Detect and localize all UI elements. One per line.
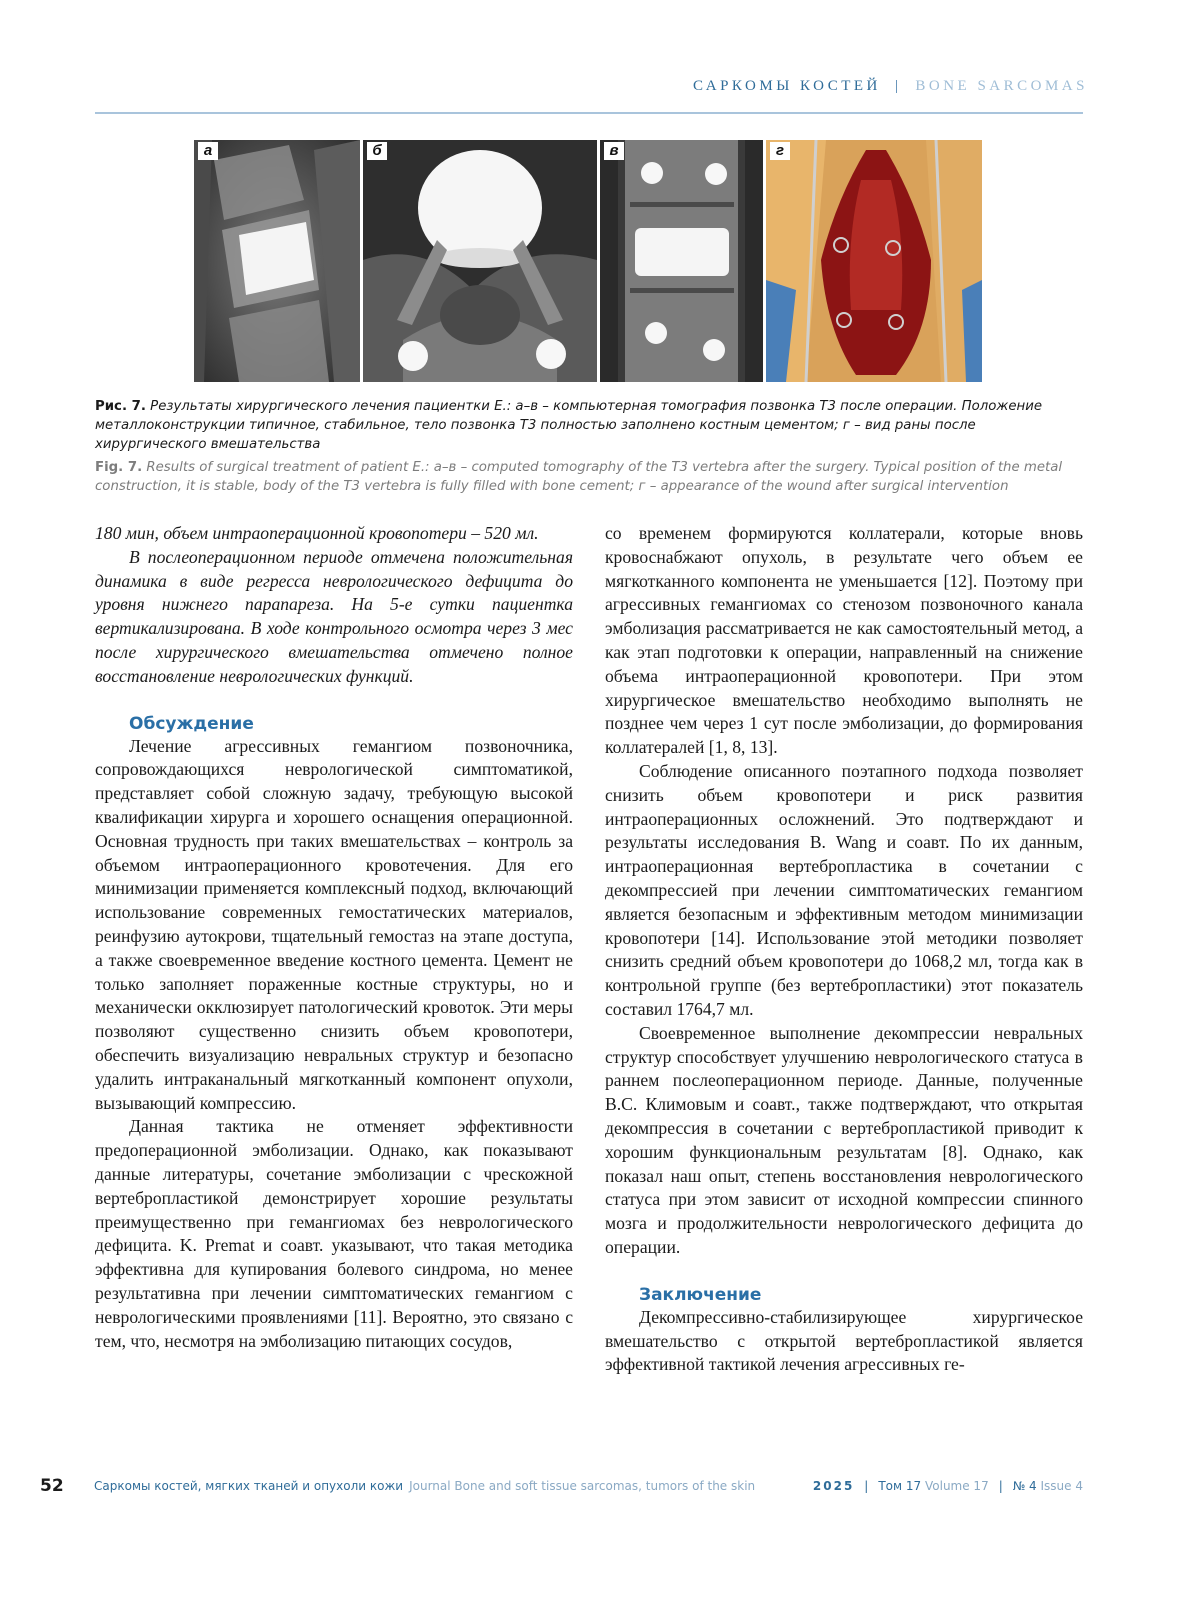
page-number: 52 (40, 1476, 64, 1496)
paragraph: В послеоперационном периоде отмечена положительная динамика в виде регресса неврологического дефицита до уровня нижнего парапареза. На 5-е сутки пациентка вертикализирована. В ходе контрольного осмотра через 3 мес после хирургического вмешательства отмечено полное восстановление неврологических функций. (95, 546, 573, 686)
caption-en-text: Results of surgical treatment of patient E.: а–в – computed tomography of the T3 vertebra after the surgery. Typical position of the metal construction, it is stable, body of the T3 vertebra is fully filled with bone cement; г – appearance of the wound after surgical intervention (95, 460, 1063, 494)
issue-separator: | (998, 1479, 1003, 1493)
journal-title-ru: Саркомы костей, мягких тканей и опухоли кожи (94, 1479, 404, 1493)
figure-caption-en (95, 458, 1085, 496)
journal-title (94, 1475, 755, 1497)
surgical-wound-photo (766, 140, 982, 382)
header-rule (95, 112, 1083, 114)
caption-ru-text: Результаты хирургического лечения пациентки Е.: а–в – компьютерная томография позвонка Т3 после операции. Положение металлоконструкции типичное, стабильное, тело позвонка Т3 полностью заполнено костным цементом; г – вид раны после хирургического вмешательства (95, 399, 1043, 452)
left-column (95, 522, 573, 1353)
caption-en-label: Fig. 7. (95, 460, 143, 475)
issue-year: 2025 (812, 1479, 855, 1493)
paragraph: Данная тактика не отменяет эффективности предоперационной эмболизации. Однако, как показывают данные литературы, сочетание эмболизации с чрескожной вертебропластикой демонстрирует хорошие результаты преимущественно при гемангиомах без неврологического дефицита. K. Premat и соавт. указывают, что такая методика эффективна для купирования болевого синдрома, но менее результативна при лечении симптоматических гемангиом с неврологическими проявлениями [11]. Вероятно, это связано с тем, что, несмотря на эмболизацию питающих сосудов, (95, 1116, 573, 1351)
panel-label-g: г (770, 142, 790, 160)
journal-title-en: Journal Bone and soft tissue sarcomas, tumors of the skin (409, 1479, 756, 1493)
header-separator: | (894, 78, 902, 94)
page-footer (40, 1475, 1083, 1497)
panel-label-a: а (198, 142, 218, 160)
issue-en: Issue 4 (1040, 1479, 1083, 1493)
issue-info (813, 1475, 1083, 1497)
figure-panel-g (766, 140, 982, 382)
paragraph: Декомпрессивно-стабилизирующее хирургическое вмешательство с открытой вертебропластикой является эффективной тактикой лечения агрессивных ге- (605, 1306, 1083, 1375)
figure-panel-v (600, 140, 763, 382)
paragraph: Лечение агрессивных гемангиом позвоночника, сопровождающихся неврологической симптоматикой, представляет собой сложную задачу, требующую высокой квалификации хирурга и хорошего оснащения операционной. Основная трудность при таких вмешательствах – контроль за объемом интраоперационного кровотечения. Для его минимизации применяется комплексный подход, включающий использование современных гемостатических материалов, реинфузию аутокрови, тщательный гемостаз на этапе доступа, а также своевременное введение костного цемента. Цемент не только заполняет пораженные костные структуры, но и механически окклюзирует патологический кровоток. Эти меры позволяют существенно снизить объем кровопотери, обеспечить визуализацию невральных структур и безопасно удалить интраканальный мягкотканный компонент опухоли, вызывающий компрессию. (95, 735, 573, 1113)
paragraph: со временем формируются коллатерали, которые вновь кровоснабжают опухоль, в результате чего объем ее мягкотканного компонента не уменьшается [12]. Поэтому при агрессивных гемангиомах со стенозом позвоночного канала эмболизация рассматривается не как самостоятельный метод, а как этап подготовки к операции, направленный на снижение объема интраоперационной кровопотери. При этом хирургическое вмешательство необходимо выполнять не позднее чем через 1 сут после эмболизации, до формирования коллатералей [1, 8, 13]. (605, 523, 1083, 758)
figure-caption-ru (95, 397, 1085, 454)
paragraph: 180 мин, объем интраоперационной кровопотери – 520 мл. (95, 523, 539, 543)
ct-axial-image (363, 140, 597, 382)
issue-ru: № 4 (1012, 1479, 1037, 1493)
paragraph: Соблюдение описанного поэтапного подхода позволяет снизить объем кровопотери и риск развития интраоперационных осложнений. Это подтверждают и результаты исследования B. Wang и соавт. По их данным, интраоперационная вертебропластика в сочетании с декомпрессией при лечении симптоматических гемангиом является безопасным и эффективным методом минимизации кровопотери [14]. Использование этой методики позволяет снизить средний объем кровопотери до 1068,2 мл, тогда как в контрольной группе (без вертебропластики) этот показатель составил 1764,7 мл. (605, 760, 1083, 1019)
panel-label-v: в (604, 142, 624, 160)
figure-panel-a (194, 140, 360, 382)
ct-sagittal-image (194, 140, 360, 382)
section-heading-discussion: Обсуждение (129, 713, 254, 734)
volume-en: Volume 17 (924, 1479, 989, 1493)
section-heading-conclusion: Заключение (639, 1284, 762, 1305)
panel-label-b: б (367, 142, 387, 160)
header-section-en: BONE SARCOMAS (915, 78, 1088, 94)
right-column (605, 522, 1083, 1377)
header-section-ru: САРКОМЫ КОСТЕЙ (692, 78, 881, 94)
ct-coronal-image (600, 140, 763, 382)
issue-separator: | (864, 1479, 869, 1493)
paragraph: Своевременное выполнение декомпрессии невральных структур способствует улучшению неврологического статуса в раннем послеоперационном периоде. Данные, полученные В.С. Климовым и соавт., также подтверждают, что открытая декомпрессия в сочетании с вертебропластикой приводит к хорошим функциональным результатам [8]. Однако, как показал наш опыт, степень восстановления неврологического статуса при этом зависит от исходной компрессии спинного мозга и продолжительности неврологического дефицита до операции. (605, 1022, 1083, 1257)
volume-ru: Том 17 (878, 1479, 922, 1493)
running-header (693, 78, 1088, 95)
caption-ru-label: Рис. 7. (95, 399, 146, 414)
figure-panel-b (363, 140, 597, 382)
